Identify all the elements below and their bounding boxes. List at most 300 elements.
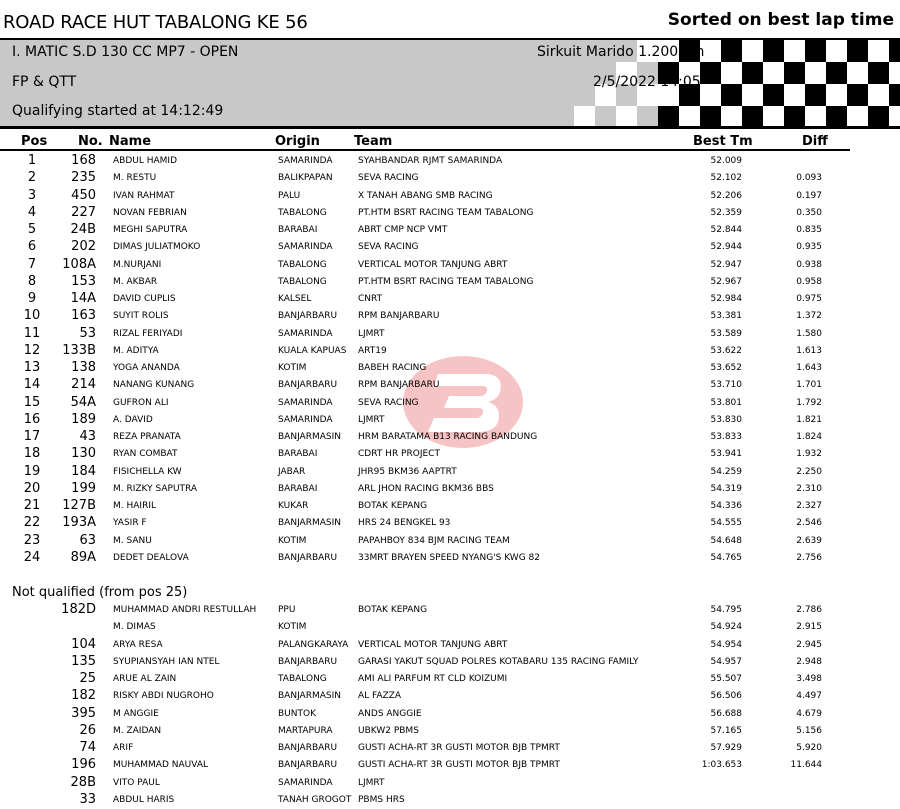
- cell-origin: BALIKPAPAN: [278, 173, 333, 184]
- cell-best: 53.941: [710, 449, 742, 460]
- cell-no: 89A: [70, 549, 96, 565]
- cell-origin: MARTAPURA: [278, 725, 333, 736]
- flag-square: [889, 106, 900, 126]
- cell-origin: KUALA KAPUAS: [278, 345, 347, 356]
- table-row: [0, 291, 900, 308]
- cell-no: 184: [71, 463, 96, 479]
- col-header-team: Team: [354, 134, 393, 149]
- cell-name: DEDET DEALOVA: [113, 552, 189, 563]
- cell-origin: TABALONG: [278, 674, 327, 684]
- cell-no: 202: [71, 239, 96, 255]
- flag-square: [637, 40, 658, 62]
- cell-name: VITO PAUL: [113, 777, 160, 788]
- cell-team: LJMRT: [358, 328, 385, 339]
- cell-no: 182D: [61, 602, 96, 617]
- cell-no: 63: [79, 532, 96, 548]
- cell-team: RPM BANJARBARU: [358, 311, 440, 322]
- flag-square: [889, 62, 900, 84]
- cell-best: 56.688: [710, 708, 742, 719]
- cell-pos: 10: [23, 308, 41, 324]
- cell-no: 196: [71, 757, 96, 773]
- cell-team: CDRT HR PROJECT: [358, 449, 440, 460]
- flag-square: [784, 84, 805, 106]
- cell-name: M ANGGIE: [113, 708, 159, 719]
- cell-name: M. DIMAS: [113, 622, 156, 633]
- cell-name: ARIF: [113, 743, 134, 753]
- cell-best: 54.957: [710, 656, 742, 667]
- cell-diff: 2.945: [796, 639, 822, 650]
- cell-origin: TANAH GROGOT: [278, 794, 352, 805]
- cell-origin: KALSEL: [278, 294, 312, 304]
- cell-origin: TABALONG: [278, 276, 327, 287]
- table-row: [0, 170, 900, 187]
- cell-origin: SAMARINDA: [278, 328, 333, 339]
- cell-team: AMI ALI PARFUM RT CLD KOIZUMI: [358, 674, 508, 684]
- cell-name: ABDUL HARIS: [113, 794, 175, 805]
- cell-best: 1:03.653: [701, 760, 742, 771]
- flag-square: [721, 106, 742, 126]
- session-date-time: 2/5/2022 14:05: [593, 74, 701, 90]
- cell-pos: 9: [27, 291, 37, 306]
- cell-diff: 1.824: [796, 432, 822, 442]
- cell-diff: 5.920: [796, 743, 822, 753]
- cell-pos: 5: [27, 222, 37, 237]
- table-row: [0, 274, 900, 291]
- cell-best: 53.622: [710, 345, 742, 356]
- cell-no: 54A: [70, 394, 96, 410]
- cell-best: 52.102: [710, 173, 742, 184]
- cell-team: X TANAH ABANG SMB RACING: [358, 190, 493, 201]
- cell-pos: 23: [23, 532, 41, 548]
- flag-square: [742, 40, 763, 62]
- flag-square: [868, 62, 889, 84]
- cell-best: 54.795: [710, 605, 742, 615]
- cell-pos: 17: [23, 429, 41, 444]
- col-header-name: Name: [109, 134, 152, 149]
- cell-origin: SAMARINDA: [278, 156, 333, 166]
- cell-best: 54.954: [710, 639, 742, 650]
- circuit-name: Sirkuit Marido 1.200 km: [537, 44, 705, 60]
- cell-best: 52.984: [710, 294, 742, 304]
- cell-name: M. ADITYA: [113, 345, 159, 356]
- table-row: [0, 515, 900, 532]
- cell-name: M. ZAIDAN: [113, 725, 162, 736]
- cell-team: VERTICAL MOTOR TANJUNG ABRT: [358, 639, 508, 650]
- cell-team: ARL JHON RACING BKM36 BBS: [358, 483, 494, 494]
- cell-origin: BARABAI: [278, 449, 318, 460]
- flag-square: [826, 40, 847, 62]
- cell-no: 127B: [62, 498, 96, 513]
- flag-square: [700, 106, 721, 126]
- cell-team: 33MRT BRAYEN SPEED NYANG'S KWG 82: [358, 552, 540, 563]
- cell-name: DAVID CUPLIS: [113, 294, 176, 304]
- cell-team: PBMS HRS: [358, 794, 405, 805]
- table-row: [0, 395, 900, 412]
- cell-diff: 5.156: [796, 725, 822, 736]
- cell-no: 43: [79, 429, 96, 444]
- cell-name: RIZAL FERIYADI: [113, 328, 183, 339]
- flag-square: [784, 40, 805, 62]
- col-header-best: Best Tm: [693, 134, 753, 149]
- cell-team: PT.HTM BSRT RACING TEAM TABALONG: [358, 207, 534, 218]
- cell-pos: 16: [23, 411, 41, 427]
- cell-origin: BANJARBARU: [278, 552, 338, 563]
- flag-square: [574, 106, 595, 126]
- cell-best: 54.259: [710, 466, 742, 477]
- table-row: [0, 429, 900, 446]
- flag-square: [763, 106, 784, 126]
- cell-pos: 4: [27, 204, 37, 220]
- flag-square: [742, 106, 763, 126]
- cell-name: YASIR F: [113, 518, 147, 529]
- cell-name: RISKY ABDI NUGROHO: [113, 691, 214, 702]
- cell-team: LJMRT: [358, 414, 385, 425]
- cell-diff: 2.639: [796, 535, 822, 546]
- table-row: [0, 550, 900, 567]
- cell-pos: 7: [27, 256, 37, 272]
- cell-pos: 14: [23, 377, 41, 393]
- cell-no: 135: [71, 653, 96, 669]
- table-row: [0, 723, 900, 740]
- table-row: [0, 153, 900, 170]
- cell-diff: 1.613: [796, 345, 822, 356]
- cell-origin: KOTIM: [278, 622, 307, 633]
- cell-diff: 0.975: [796, 294, 822, 304]
- cell-diff: 1.792: [796, 397, 822, 408]
- cell-name: SUYIT ROLIS: [113, 311, 169, 322]
- flag-square: [763, 40, 784, 62]
- cell-origin: BARABAI: [278, 225, 318, 235]
- cell-team: UBKW2 PBMS: [358, 725, 419, 736]
- flag-square: [658, 40, 679, 62]
- cell-origin: BUNTOK: [278, 708, 316, 719]
- flag-square: [616, 106, 637, 126]
- cell-best: 56.506: [710, 691, 742, 702]
- flag-square: [763, 62, 784, 84]
- table-row: [0, 412, 900, 429]
- cell-name: M. RIZKY SAPUTRA: [113, 483, 198, 494]
- table-row: [0, 688, 900, 705]
- cell-pos: 12: [23, 342, 41, 358]
- cell-best: 54.765: [710, 552, 742, 563]
- table-row: [0, 360, 900, 377]
- cell-origin: KOTIM: [278, 363, 307, 373]
- sort-label: Sorted on best lap time: [667, 10, 894, 30]
- flag-square: [847, 84, 868, 106]
- cell-pos: 20: [23, 480, 41, 496]
- cell-diff: 0.093: [796, 173, 822, 184]
- cell-origin: BANJARBARU: [278, 760, 338, 771]
- cell-origin: PALU: [278, 190, 301, 201]
- table-row: [0, 498, 900, 515]
- flag-square: [679, 106, 700, 126]
- cell-no: 130: [71, 446, 96, 462]
- cell-no: 108A: [62, 256, 96, 272]
- cell-team: ABRT CMP NCP VMT: [358, 225, 448, 235]
- cell-diff: 0.935: [796, 242, 822, 253]
- cell-pos: 2: [27, 170, 37, 186]
- cell-team: VERTICAL MOTOR TANJUNG ABRT: [358, 259, 508, 270]
- flag-square: [679, 40, 700, 62]
- cell-best: 57.929: [710, 743, 742, 753]
- cell-name: M. SANU: [113, 535, 152, 546]
- cell-no: 214: [71, 377, 96, 393]
- col-header-diff: Diff: [802, 134, 828, 149]
- session-name: FP & QTT: [12, 74, 77, 90]
- cell-best: 52.359: [710, 207, 742, 218]
- cell-best: 53.830: [710, 414, 742, 425]
- flag-square: [868, 84, 889, 106]
- cell-diff: 3.498: [796, 674, 822, 684]
- cell-pos: 15: [23, 394, 41, 410]
- cell-diff: 2.756: [796, 552, 822, 563]
- cell-best: 52.844: [710, 225, 742, 235]
- cell-pos: 1: [27, 153, 37, 168]
- cell-diff: 2.310: [796, 483, 822, 494]
- table-row: [0, 671, 900, 688]
- cell-team: PAPAHBOY 834 BJM RACING TEAM: [358, 535, 510, 546]
- cell-diff: 0.958: [796, 276, 822, 287]
- cell-pos: 21: [23, 498, 41, 513]
- cell-diff: 11.644: [790, 760, 822, 771]
- cell-no: 182: [71, 688, 96, 704]
- table-row: [0, 343, 900, 360]
- cell-best: 54.555: [710, 518, 742, 529]
- cell-diff: 2.327: [796, 501, 822, 511]
- cell-team: ANDS ANGGIE: [358, 708, 422, 719]
- cell-best: 55.507: [710, 674, 742, 684]
- cell-team: SEVA RACING: [358, 397, 419, 408]
- cell-no: 53: [79, 325, 96, 341]
- cell-name: YOGA ANANDA: [113, 363, 180, 373]
- cell-team: CNRT: [358, 294, 383, 304]
- table-row: [0, 481, 900, 498]
- table-row: [0, 257, 900, 274]
- cell-origin: SAMARINDA: [278, 414, 333, 425]
- cell-diff: 1.701: [796, 380, 822, 391]
- cell-best: 52.009: [710, 156, 742, 166]
- flag-square: [658, 62, 679, 84]
- cell-no: 24B: [70, 222, 96, 237]
- flag-square: [805, 84, 826, 106]
- cell-origin: KUKAR: [278, 501, 309, 511]
- cell-no: 199: [71, 480, 96, 496]
- cell-diff: 2.250: [796, 466, 822, 477]
- title-bar: [0, 0, 900, 41]
- cell-name: MUHAMMAD ANDRI RESTULLAH: [113, 605, 257, 615]
- cell-pos: 19: [23, 463, 41, 479]
- cell-name: GUFRON ALI: [113, 397, 169, 408]
- flag-square: [847, 62, 868, 84]
- cell-diff: 4.679: [796, 708, 822, 719]
- flag-square: [742, 84, 763, 106]
- checkered-flag-graphic: [574, 40, 900, 126]
- cell-origin: JABAR: [278, 466, 306, 477]
- cell-team: SEVA RACING: [358, 242, 419, 253]
- cell-team: HRM BARATAMA B13 RACING BANDUNG: [358, 432, 538, 442]
- cell-pos: 24: [23, 549, 41, 565]
- flag-square: [889, 84, 900, 106]
- flag-square: [826, 106, 847, 126]
- cell-best: 53.589: [710, 328, 742, 339]
- cell-no: 74: [79, 740, 96, 755]
- cell-pos: 13: [23, 360, 41, 375]
- cell-pos: 11: [23, 325, 41, 341]
- cell-name: ARYA RESA: [113, 639, 163, 650]
- cell-origin: BANJARBARU: [278, 380, 338, 391]
- flag-square: [784, 106, 805, 126]
- cell-diff: 2.948: [796, 656, 822, 667]
- cell-name: SYUPIANSYAH IAN NTEL: [113, 656, 220, 667]
- cell-name: M. HAIRIL: [113, 501, 156, 511]
- flag-square: [847, 106, 868, 126]
- table-row: [0, 602, 900, 619]
- cell-team: HRS 24 BENGKEL 93: [358, 518, 451, 529]
- flag-square: [847, 40, 868, 62]
- table-row: [0, 775, 900, 792]
- flag-square: [868, 40, 889, 62]
- cell-team: PT.HTM BSRT RACING TEAM TABALONG: [358, 276, 534, 287]
- cell-origin: BANJARMASIN: [278, 432, 341, 442]
- cell-origin: TABALONG: [278, 207, 327, 218]
- table-row: [0, 706, 900, 723]
- cell-origin: BANJARMASIN: [278, 691, 341, 702]
- flag-square: [679, 62, 700, 84]
- cell-best: 57.165: [710, 725, 742, 736]
- cell-no: 189: [71, 411, 96, 427]
- cell-no: 26: [79, 722, 96, 738]
- flag-square: [742, 62, 763, 84]
- cell-name: A. DAVID: [113, 414, 153, 425]
- table-row: [0, 637, 900, 654]
- table-row: [0, 377, 900, 394]
- cell-origin: KOTIM: [278, 535, 307, 546]
- cell-diff: 4.497: [796, 691, 822, 702]
- cell-origin: BANJARBARU: [278, 656, 338, 667]
- cell-best: 54.336: [710, 501, 742, 511]
- cell-best: 53.652: [710, 363, 742, 373]
- flag-square: [826, 84, 847, 106]
- flag-square: [721, 40, 742, 62]
- cell-team: ART19: [358, 345, 387, 356]
- cell-no: 193A: [62, 515, 96, 531]
- cell-pos: 3: [27, 187, 37, 203]
- cell-no: 168: [71, 153, 96, 168]
- flag-square: [658, 84, 679, 106]
- cell-name: RYAN COMBAT: [113, 449, 178, 460]
- cell-name: M. AKBAR: [113, 276, 158, 287]
- flag-square: [700, 62, 721, 84]
- flag-square: [679, 84, 700, 106]
- cell-name: ABDUL HAMID: [113, 156, 177, 166]
- cell-origin: PPU: [278, 605, 296, 615]
- cell-origin: SAMARINDA: [278, 397, 333, 408]
- cell-team: GARASI YAKUT SQUAD POLRES KOTABARU 135 RACING FAMILY: [358, 656, 639, 667]
- cell-name: MEGHI SAPUTRA: [113, 225, 188, 235]
- table-row: [0, 308, 900, 325]
- cell-team: GUSTI ACHA-RT 3R GUSTI MOTOR BJB TPMRT: [358, 743, 560, 753]
- cell-team: SEVA RACING: [358, 173, 419, 184]
- cell-name: ARUE AL ZAIN: [113, 674, 177, 684]
- table-row: [0, 792, 900, 809]
- cell-team: GUSTI ACHA-RT 3R GUSTI MOTOR BJB TPMRT: [358, 760, 560, 771]
- cell-best: 53.381: [710, 311, 742, 322]
- cell-name: DIMAS JULIATMOKO: [113, 242, 201, 253]
- cell-no: 163: [71, 308, 96, 324]
- cell-pos: 6: [27, 239, 37, 255]
- cell-no: 153: [71, 273, 96, 289]
- cell-diff: 0.350: [796, 207, 822, 218]
- flag-square: [700, 84, 721, 106]
- table-row: [0, 654, 900, 671]
- col-header-pos: Pos: [21, 134, 48, 149]
- cell-diff: 1.932: [796, 449, 822, 460]
- header-divider: [0, 149, 850, 151]
- cell-diff: 2.546: [796, 518, 822, 529]
- cell-team: RPM BANJARBARU: [358, 380, 440, 391]
- flag-square: [784, 62, 805, 84]
- cell-pos: 8: [27, 273, 37, 289]
- cell-name: NANANG KUNANG: [113, 380, 195, 391]
- cell-best: 53.833: [710, 432, 742, 442]
- cell-origin: BANJARBARU: [278, 311, 338, 322]
- cell-name: REZA PRANATA: [113, 432, 181, 442]
- cell-team: BOTAK KEPANG: [358, 501, 428, 511]
- cell-name: M. RESTU: [113, 173, 157, 184]
- cell-name: FISICHELLA KW: [113, 466, 182, 477]
- cell-no: 450: [71, 187, 96, 203]
- cell-origin: BANJARMASIN: [278, 518, 341, 529]
- flag-square: [763, 84, 784, 106]
- event-title: ROAD RACE HUT TABALONG KE 56: [3, 12, 308, 33]
- cell-pos: 22: [23, 515, 41, 531]
- flag-square: [805, 106, 826, 126]
- flag-square: [637, 84, 658, 106]
- flag-square: [721, 62, 742, 84]
- table-row: [0, 205, 900, 222]
- cell-name: MUHAMMAD NAUVAL: [113, 760, 208, 771]
- cell-origin: BARABAI: [278, 483, 318, 494]
- cell-name: IVAN RAHMAT: [113, 190, 175, 201]
- cell-origin: TABALONG: [278, 259, 327, 270]
- cell-name: M.NURJANI: [113, 259, 162, 270]
- qualifying-started: Qualifying started at 14:12:49: [12, 103, 224, 119]
- table-row: [0, 533, 900, 550]
- cell-team: JHR95 BKM36 AAPTRT: [358, 466, 457, 477]
- cell-best: 54.924: [710, 622, 742, 633]
- cell-diff: 1.643: [796, 363, 822, 373]
- cell-diff: 1.580: [796, 328, 822, 339]
- cell-best: 53.801: [710, 397, 742, 408]
- flag-square: [658, 106, 679, 126]
- cell-origin: SAMARINDA: [278, 242, 333, 253]
- table-row: [0, 446, 900, 463]
- cell-team: LJMRT: [358, 777, 385, 788]
- cell-origin: BANJARBARU: [278, 743, 338, 753]
- table-row: [0, 740, 900, 757]
- cell-best: 52.206: [710, 190, 742, 201]
- col-header-no: No.: [78, 134, 103, 149]
- cell-no: 138: [71, 360, 96, 375]
- flag-square: [826, 62, 847, 84]
- cell-team: BABEH RACING: [358, 363, 427, 373]
- cell-diff: 1.821: [796, 414, 822, 425]
- cell-best: 54.319: [710, 483, 742, 494]
- cell-best: 52.947: [710, 259, 742, 270]
- cell-no: 227: [71, 204, 96, 220]
- flag-square: [805, 40, 826, 62]
- cell-no: 28B: [70, 774, 96, 790]
